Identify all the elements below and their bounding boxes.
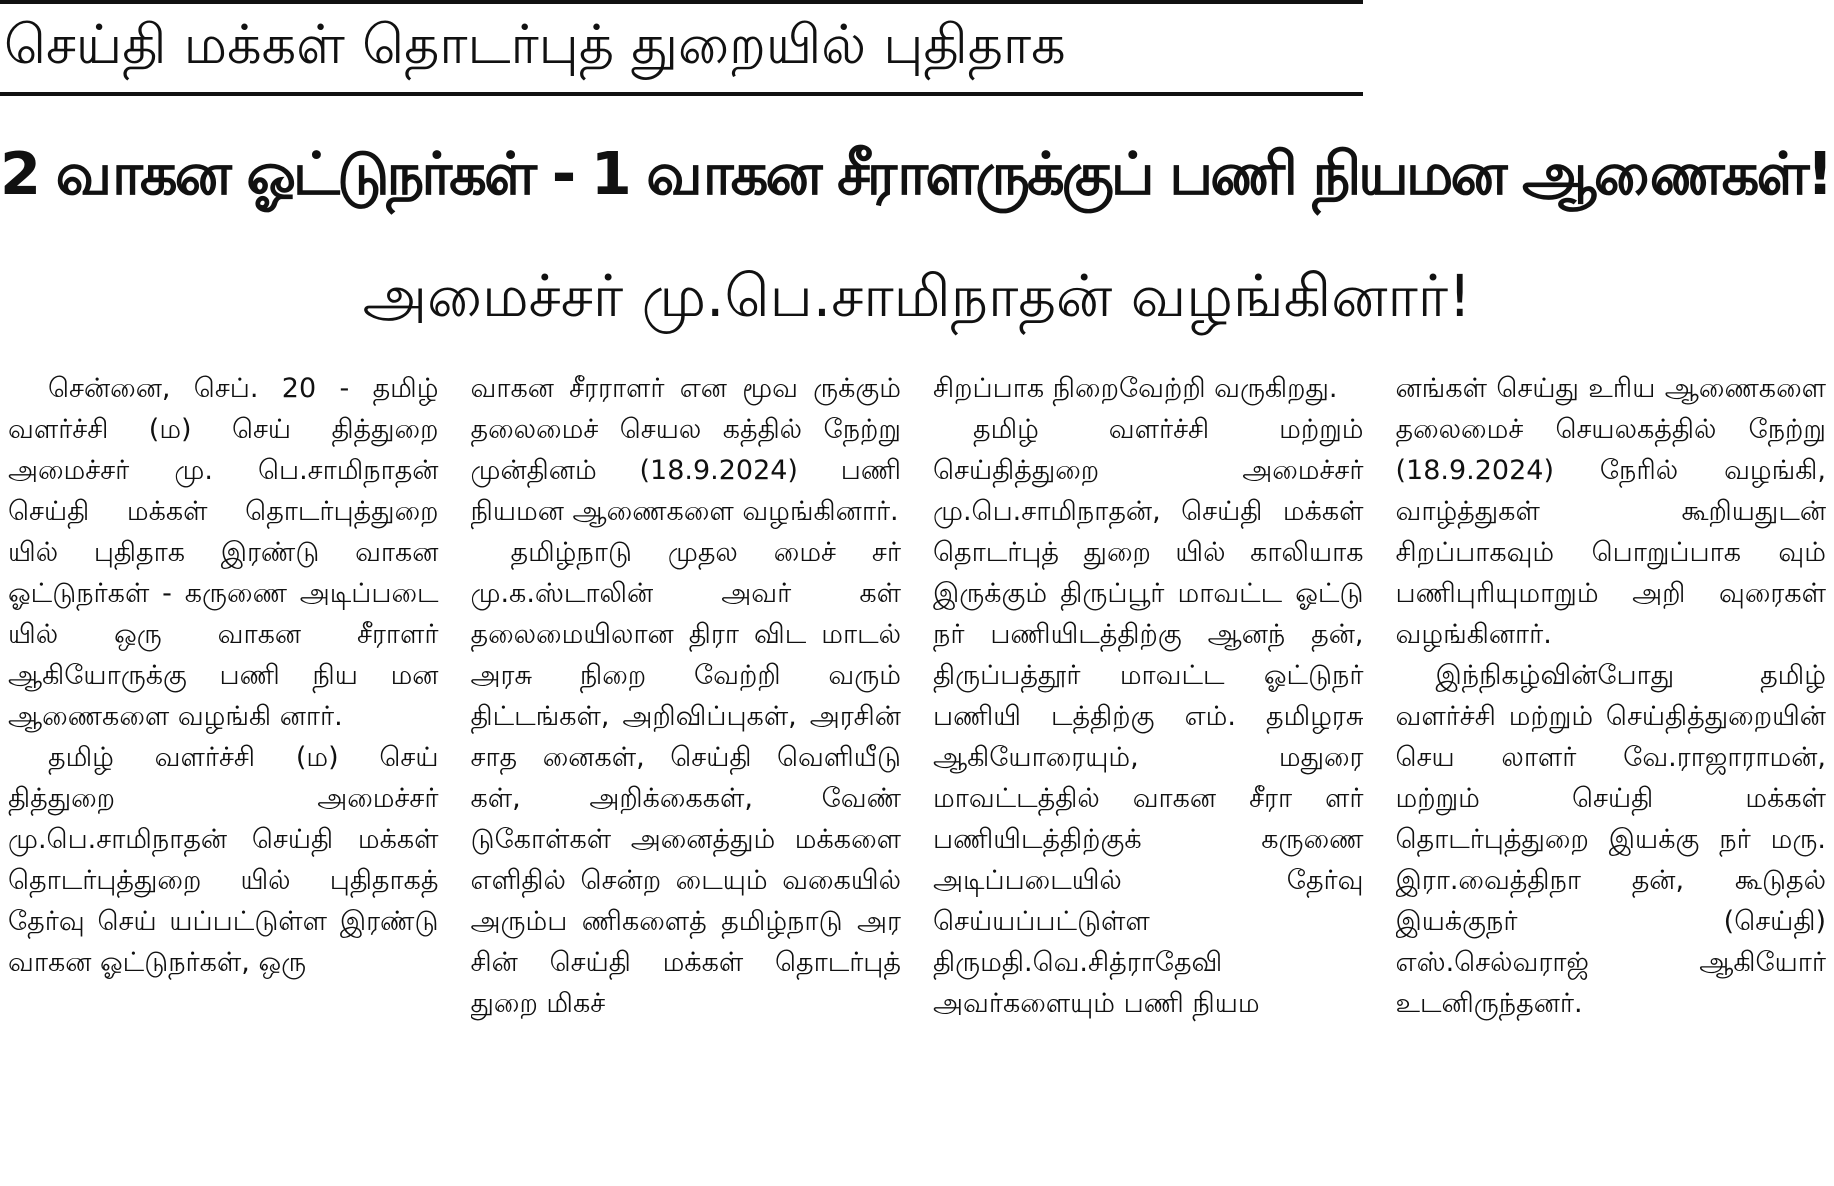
kicker-headline: செய்தி மக்கள் தொடர்புத் துறையில் புதிதாக [0,0,1363,96]
main-headline: 2 வாகன ஓட்டுநர்கள் - 1 வாகன சீராளருக்குப் பணி நியமன ஆணைகள்! [0,138,1831,208]
paragraph: தமிழ் வளர்ச்சி (ம) செய் தித்துறை அமைச்சர் மு.பெ.சாமிநாதன் செய்தி மக்கள் தொடர்புத்துறை யில் புதிதாகத் தேர்வு செய் யப்பட்டுள்ள இரண்டு வாகன ஓட்டுநர்கள், ஒரு [8,742,439,978]
column-3 [933,368,1364,1182]
column-4 [1396,368,1827,1182]
column-1 [8,368,439,1182]
paragraph: னங்கள் செய்து உரிய ஆணைகளை தலைமைச் செயலகத்தில் நேற்று (18.9.2024) நேரில் வழங்கி, வாழ்த்துகள் கூறியதுடன் சிறப்பாகவும் பொறுப்பாக வும் பணிபுரியுமாறும் அறி வுரைகள் வழங்கினார். [1395,373,1826,650]
subheadline: அமைச்சர் மு.பெ.சாமிநாதன் வழங்கினார்! [362,262,1472,330]
column-2 [471,368,902,1182]
paragraph: தமிழ் வளர்ச்சி மற்றும் செய்தித்துறை அமைச்சர் மு.பெ.சாமிநாதன், செய்தி மக்கள் தொடர்புத் துறை யில் காலியாக இருக்கும் திருப்பூர் மாவட்ட ஓட்டு நர் பணியிடத்திற்கு ஆனந் தன், திருப்பத்தூர் மாவட்ட ஓட்டுநர் பணியி டத்திற்கு எம். தமிழரசு ஆகியோரையும், மதுரை மாவட்டத்தில் வாகன சீரா ளர் பணியிடத்திற்குக் கருணை அடிப்படையில் தேர்வு செய்யப்பட்டுள்ள திருமதி.வெ.சித்ராதேவி அவர்களையும் பணி நியம [933,414,1364,1019]
paragraph: சென்னை, செப். 20 - தமிழ் வளர்ச்சி (ம) செய் தித்துறை அமைச்சர் மு. பெ.சாமிநாதன் செய்தி மக்கள் தொடர்புத்துறை யில் புதிதாக இரண்டு வாகன ஓட்டுநர்கள் - கருணை அடிப்படை யில் ஒரு வாகன சீராளர் ஆகியோருக்கு பணி நிய மன ஆணைகளை வழங்கி னார். [8,373,439,732]
paragraph: சிறப்பாக நிறைவேற்றி வருகிறது. [933,373,1338,404]
paragraph: இந்நிகழ்வின்போது தமிழ் வளர்ச்சி மற்றும் செய்தித்துறையின் செய லாளர் வே.ராஜாராமன், மற்றும் செய்தி மக்கள் தொடர்புத்துறை இயக்கு நர் மரு. இரா.வைத்திநா தன், கூடுதல் இயக்குநர் (செய்தி) எஸ்.செல்வராஜ் ஆகியோர் உடனிருந்தனர். [1395,660,1826,1019]
paragraph: வாகன சீரராளர் என மூவ ருக்கும் தலைமைச் செயல கத்தில் நேற்று முன்தினம் (18.9.2024) பணி நியமன ஆணைகளை வழங்கினார். [470,373,901,527]
article-body [8,368,1826,1182]
paragraph: தமிழ்நாடு முதல மைச் சர் மு.க.ஸ்டாலின் அவர் கள் தலைமையிலான திரா விட மாடல் அரசு நிறை வேற்றி வரும் திட்டங்கள், அறிவிப்புகள், அரசின் சாத னைகள், செய்தி வெளியீடு கள், அறிக்கைகள், வேண் டுகோள்கள் அனைத்தும் மக்களை எளிதில் சென்ற டையும் வகையில் அரும்ப ணிகளைத் தமிழ்நாடு அர சின் செய்தி மக்கள் தொடர்புத் துறை மிகச் [470,537,901,1019]
